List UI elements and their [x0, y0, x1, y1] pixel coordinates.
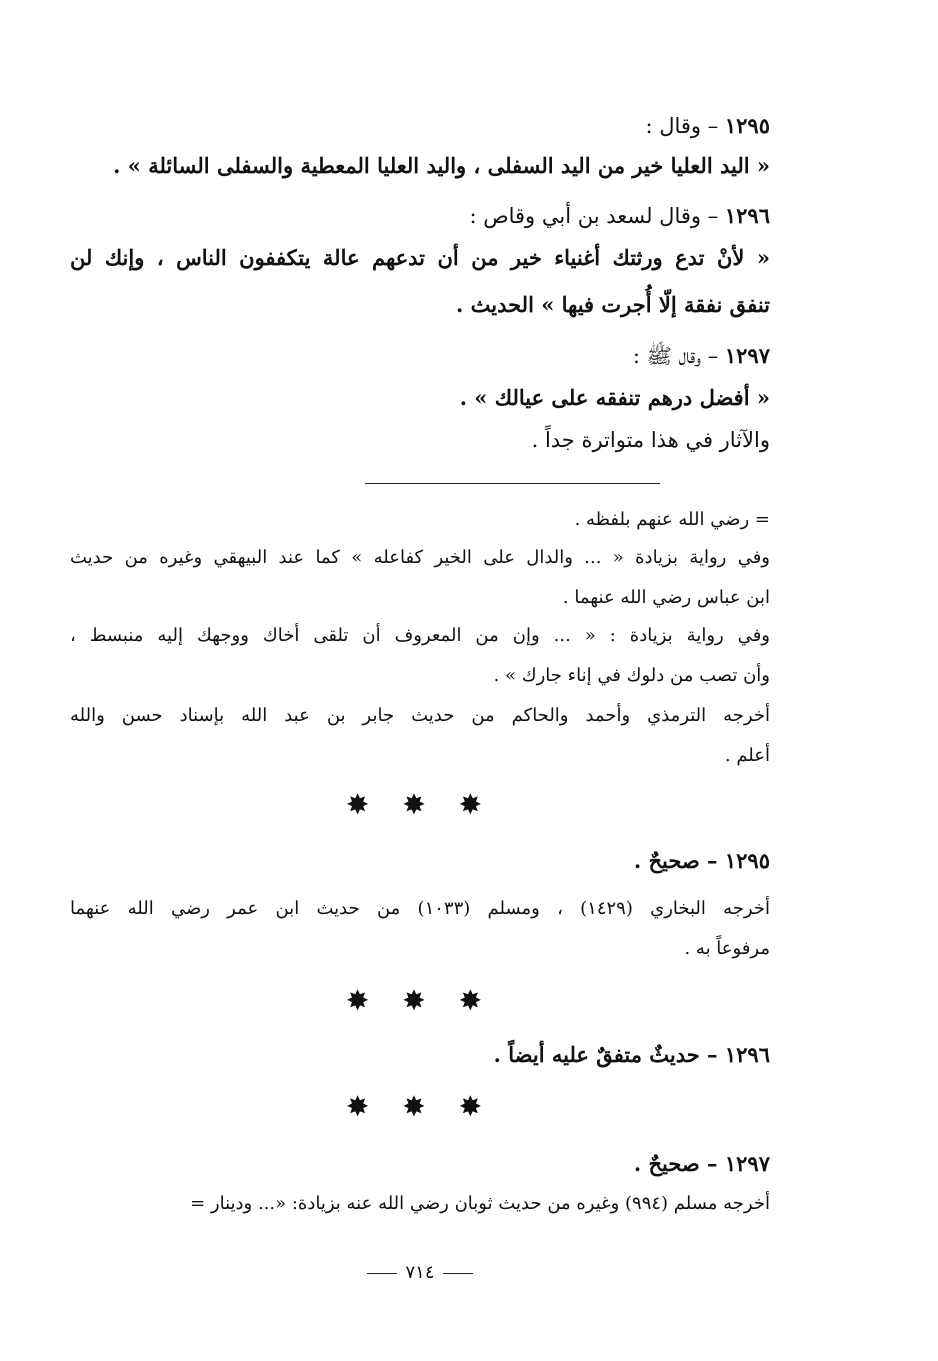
footnote-line-2: وفي رواية بزيادة « ... والدال على الخير كفاعله » كما عند البيهقي وغيره من حديث: [70, 547, 770, 568]
grading-number: ١٢٩٦: [724, 1042, 770, 1067]
grading-verdict: – صحيحٌ .: [633, 848, 725, 873]
main-line-text: – وقال ﷺ :: [632, 344, 725, 368]
grading-heading-1295: [70, 848, 770, 873]
footnote-line-7: أعلم .: [724, 745, 770, 766]
footnote-line-5: وأن تصب من دلوك في إناء جارك » .: [493, 665, 770, 686]
grading-heading-1296: [70, 1042, 770, 1067]
grading-number: ١٢٩٧: [724, 1151, 770, 1176]
star-separator: ✸ ✸ ✸: [345, 1090, 495, 1123]
main-line-1: [70, 113, 770, 138]
grading-heading-1297: [70, 1151, 770, 1176]
grading-text-line-1: أخرجه البخاري (١٤٢٩) ، ومسلم (١٠٣٣) من حديث ابن عمر رضي الله عنهما: [70, 898, 770, 919]
footnote-rule: [365, 483, 660, 484]
folio-dash-right: [443, 1273, 473, 1274]
grading-number: ١٢٩٥: [724, 848, 770, 873]
hadith-number: ١٢٩٦: [724, 203, 770, 228]
star-separator: ✸ ✸ ✸: [345, 984, 495, 1017]
main-line-text: – وقال :: [645, 114, 725, 138]
main-line-7: « أفضل درهم تنفقه على عيالك » .: [459, 385, 770, 410]
footnote-line-4: وفي رواية بزيادة : « ... وإن من المعروف أن تلقى أخاك ووجهك إليه منبسط ،: [70, 625, 770, 646]
footnote-line-1: = رضي الله عنهم بلفظه .: [574, 509, 770, 530]
grading-verdict: – حديثٌ متفقٌ عليه أيضاً .: [493, 1042, 725, 1067]
main-line-5: تنفق نفقة إلّا أُجرت فيها » الحديث .: [456, 292, 770, 317]
footnote-line-3: ابن عباس رضي الله عنهما .: [562, 587, 770, 608]
main-line-text: – وقال لسعد بن أبي وقاص :: [469, 204, 725, 228]
grading-text-line-3: أخرجه مسلم (٩٩٤) وغيره من حديث ثوبان رضي الله عنه بزيادة: «... ودينار =: [190, 1193, 770, 1214]
page-number: [70, 1262, 770, 1283]
grading-text-line-2: مرفوعاً به .: [684, 938, 770, 959]
folio-dash-left: [367, 1273, 397, 1274]
star-separator: ✸ ✸ ✸: [345, 788, 495, 821]
main-line-2: « اليد العليا خير من اليد السفلى ، واليد العليا المعطية والسفلى السائلة » .: [113, 153, 770, 178]
main-line-8: والآثار في هذا متواترة جداً .: [531, 428, 770, 452]
hadith-number: ١٢٩٧: [724, 343, 770, 368]
hadith-number: ١٢٩٥: [724, 113, 770, 138]
page-number-text: ٧١٤: [405, 1262, 435, 1283]
footnote-line-6: أخرجه الترمذي وأحمد والحاكم من حديث جابر بن عبد الله بإسناد حسن والله: [70, 705, 770, 726]
main-line-6: [70, 343, 770, 374]
grading-verdict: – صحيحٌ .: [633, 1151, 725, 1176]
main-line-4: « لأنْ تدع ورثتك أغنياء خير من أن تدعهم عالة يتكففون الناس ، وإنك لن: [70, 245, 770, 270]
main-line-3: [70, 203, 770, 228]
book-page: [70, 0, 770, 1361]
